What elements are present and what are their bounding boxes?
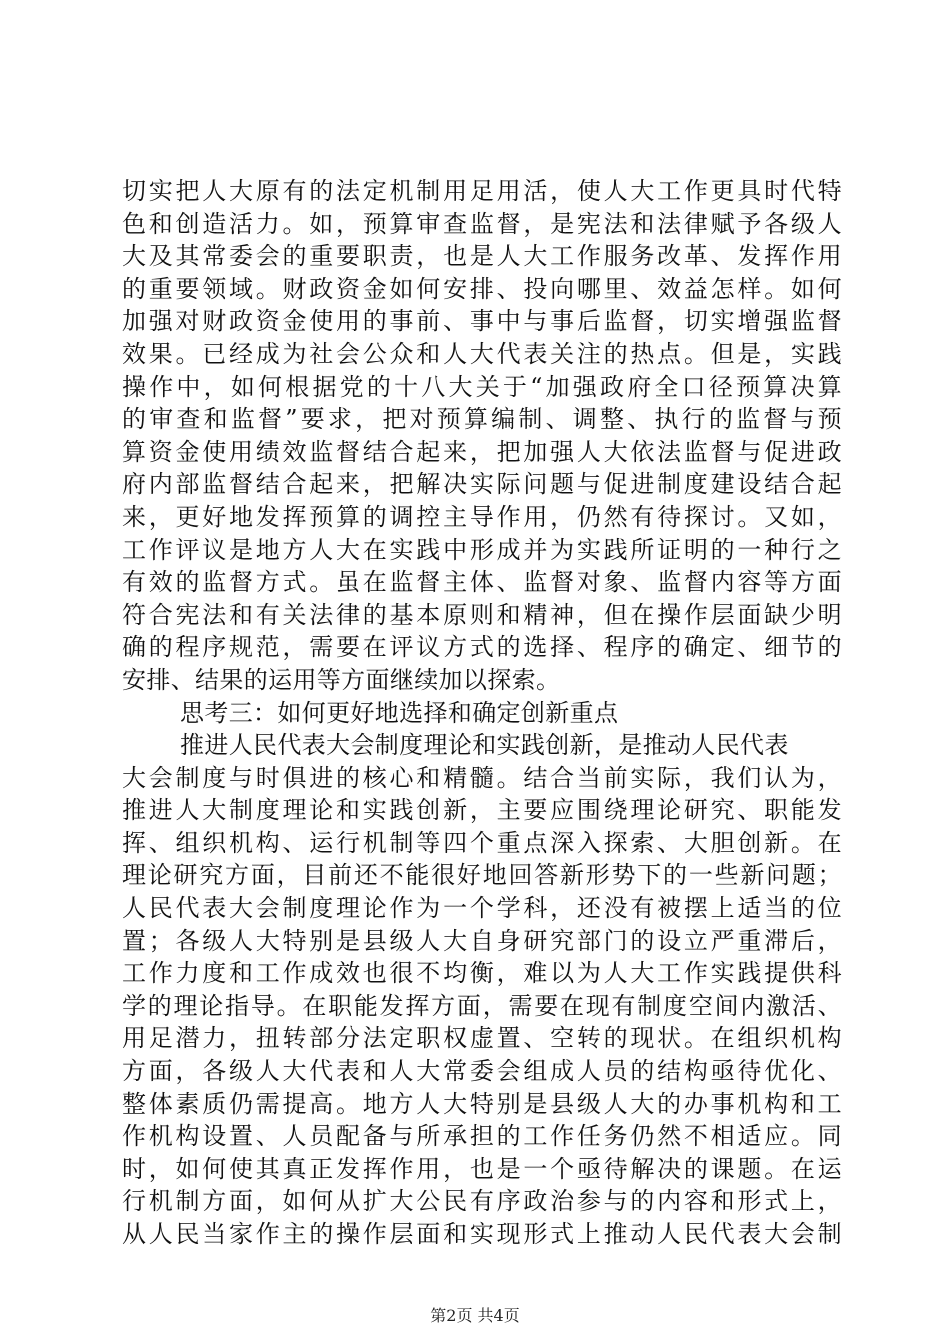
text-line: 加强对财政资金使用的事前、事中与事后监督，切实增强监督: [122, 307, 842, 336]
page-footer: 第2页 共4页: [430, 1306, 520, 1325]
text-line: 整体素质仍需提高。地方人大特别是县级人大的办事机构和工: [122, 1089, 842, 1118]
text-line: 作机构设置、人员配备与所承担的工作任务仍然不相适应。同: [122, 1122, 842, 1151]
text-line: 的重要领域。财政资金如何安排、投向哪里、效益怎样。如何: [122, 274, 842, 303]
text-line: 操作中，如何根据党的十八大关于“加强政府全口径预算决算: [122, 372, 842, 401]
text-line: 置；各级人大特别是县级人大自身研究部门的设立严重滞后，: [122, 926, 842, 955]
text-line: 来，更好地发挥预算的调控主导作用，仍然有待探讨。又如，: [122, 502, 842, 531]
text-line: 时，如何使其真正发挥作用，也是一个亟待解决的课题。在运: [122, 1154, 842, 1183]
text-line: 推进人民代表大会制度理论和实践创新，是推动人民代表: [180, 731, 789, 760]
text-line: 安排、结果的运用等方面继续加以探索。: [122, 665, 561, 694]
text-line: 推进人大制度理论和实践创新，主要应围绕理论研究、职能发: [122, 796, 842, 825]
text-line: 确的程序规范，需要在评议方式的选择、程序的确定、细节的: [122, 633, 842, 662]
document-body: [122, 175, 842, 1251]
text-line: 学的理论指导。在职能发挥方面，需要在现有制度空间内激活、: [122, 991, 842, 1020]
text-line: 人民代表大会制度理论作为一个学科，还没有被摆上适当的位: [122, 894, 842, 923]
text-line: 方面，各级人大代表和人大常委会组成人员的结构亟待优化、: [122, 1057, 842, 1086]
section-heading: 思考三：如何更好地选择和确定创新重点: [180, 698, 619, 727]
text-line: 算资金使用绩效监督结合起来，把加强人大依法监督与促进政: [122, 437, 842, 466]
text-line: 工作力度和工作成效也很不均衡，难以为人大工作实践提供科: [122, 959, 842, 988]
text-line: 切实把人大原有的法定机制用足用活，使人大工作更具时代特: [122, 177, 842, 205]
text-line: 色和创造活力。如，预算审查监督，是宪法和法律赋予各级人: [122, 209, 842, 238]
text-line: 大会制度与时俱进的核心和精髓。结合当前实际，我们认为，: [122, 763, 842, 792]
text-line: 效果。已经成为社会公众和人大代表关注的热点。但是，实践: [122, 339, 842, 368]
text-line: 挥、组织机构、运行机制等四个重点深入探索、大胆创新。在: [122, 828, 842, 857]
text-line: 有效的监督方式。虽在监督主体、监督对象、监督内容等方面: [122, 568, 842, 597]
text-line: 行机制方面，如何从扩大公民有序政治参与的内容和形式上，: [122, 1187, 842, 1216]
text-line: 用足潜力，扭转部分法定职权虚置、空转的现状。在组织机构: [122, 1024, 842, 1053]
text-line: 从人民当家作主的操作层面和实现形式上推动人民代表大会制: [122, 1220, 842, 1248]
text-line: 工作评议是地方人大在实践中形成并为实践所证明的一种行之: [122, 535, 842, 564]
text-line: 符合宪法和有关法律的基本原则和精神，但在操作层面缺少明: [122, 600, 842, 629]
text-line: 理论研究方面，目前还不能很好地回答新形势下的一些新问题；: [122, 861, 842, 890]
text-line: 府内部监督结合起来，把解决实际问题与促进制度建设结合起: [122, 470, 842, 499]
text-line: 的审查和监督”要求，把对预算编制、调整、执行的监督与预: [122, 405, 842, 434]
text-line: 大及其常委会的重要职责，也是人大工作服务改革、发挥作用: [122, 242, 842, 271]
